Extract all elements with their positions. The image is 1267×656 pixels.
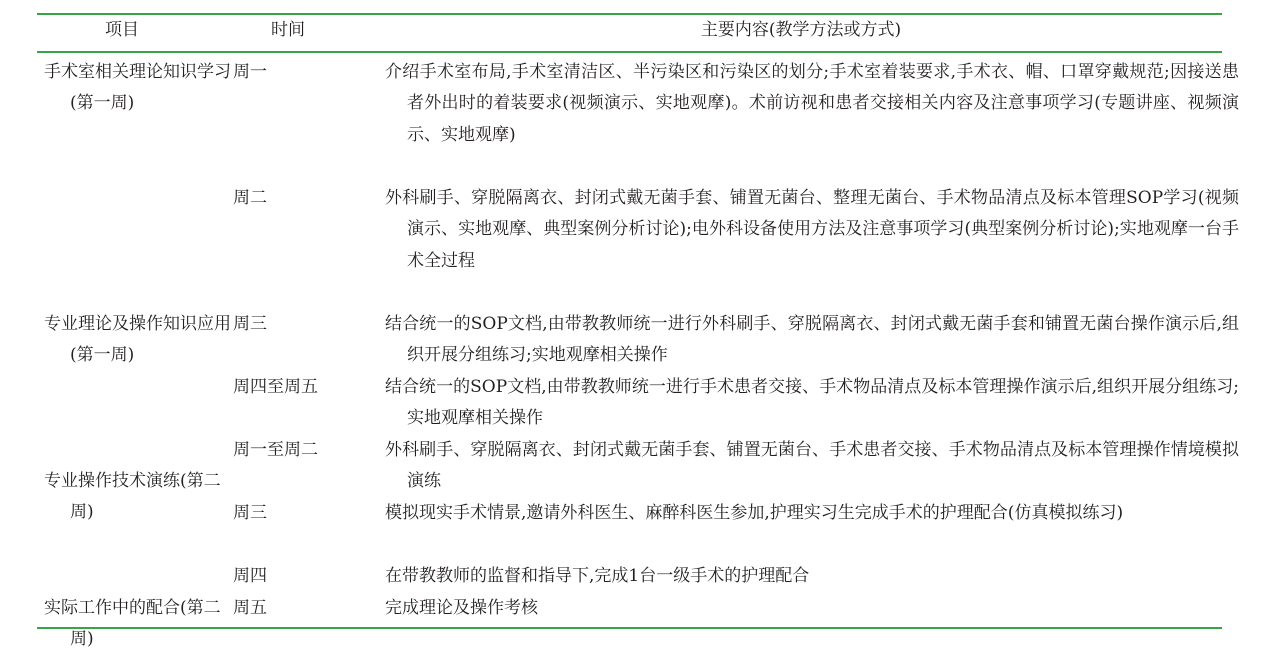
- table-header: [37, 15, 1222, 51]
- content-cell: 介绍手术室布局,手术室清洁区、半污染区和污染区的划分;手术室着装要求,手术衣、帽、口罩穿戴规范;因接送患者外出时的着装要求(视频演示、实地观摩)。术前访视和患者交接相关内容及注意事项学习(专题讲座、视频演示、实地观摩): [385, 61, 1239, 145]
- content-cell: 完成理论及操作考核: [385, 597, 538, 618]
- content-cell: 结合统一的SOP文档,由带教教师统一进行外科刷手、穿脱隔离衣、封闭式戴无菌手套和铺置无菌台操作演示后,组织开展分组练习;实地观摩相关操作: [385, 313, 1239, 365]
- project-cell: 专业操作技术演练(第二周): [44, 470, 221, 522]
- content-cell: 模拟现实手术情景,邀请外科医生、麻醉科医生参加,护理实习生完成手术的护理配合(仿真模拟练习): [385, 502, 1124, 523]
- table-body: [37, 53, 1239, 649]
- time-cell: 周五: [233, 597, 267, 618]
- header-time: 时间: [271, 20, 305, 40]
- project-cell: 手术室相关理论知识学习(第一周): [44, 61, 231, 113]
- schedule-table: [37, 13, 1239, 649]
- time-cell: 周一至周二: [233, 439, 318, 460]
- content-cell: 外科刷手、穿脱隔离衣、封闭式戴无菌手套、铺置无菌台、手术患者交接、手术物品清点及标本管理操作情境模拟演练: [385, 439, 1239, 491]
- content-cell: 结合统一的SOP文档,由带教教师统一进行手术患者交接、手术物品清点及标本管理操作演示后,组织开展分组练习;实地观摩相关操作: [385, 376, 1239, 428]
- header-content: 主要内容(教学方法或方式): [700, 20, 902, 40]
- content-cell: 在带教教师的监督和指导下,完成1台一级手术的护理配合: [385, 565, 810, 586]
- project-cell: 实际工作中的配合(第二周): [44, 597, 221, 649]
- time-cell: 周一: [233, 61, 267, 82]
- time-cell: 周四至周五: [233, 376, 318, 397]
- time-cell: 周三: [233, 502, 267, 523]
- header-project: 项目: [105, 20, 139, 40]
- time-cell: 周四: [233, 565, 267, 586]
- content-cell: 外科刷手、穿脱隔离衣、封闭式戴无菌手套、铺置无菌台、整理无菌台、手术物品清点及标本管理SOP学习(视频演示、实地观摩、典型案例分析讨论);电外科设备使用方法及注意事项学习(典型案例分析讨论);实地观摩一台手术全过程: [385, 187, 1239, 271]
- project-cell: 专业理论及操作知识应用(第一周): [44, 313, 231, 365]
- time-cell: 周三: [233, 313, 267, 334]
- time-cell: 周二: [233, 187, 267, 208]
